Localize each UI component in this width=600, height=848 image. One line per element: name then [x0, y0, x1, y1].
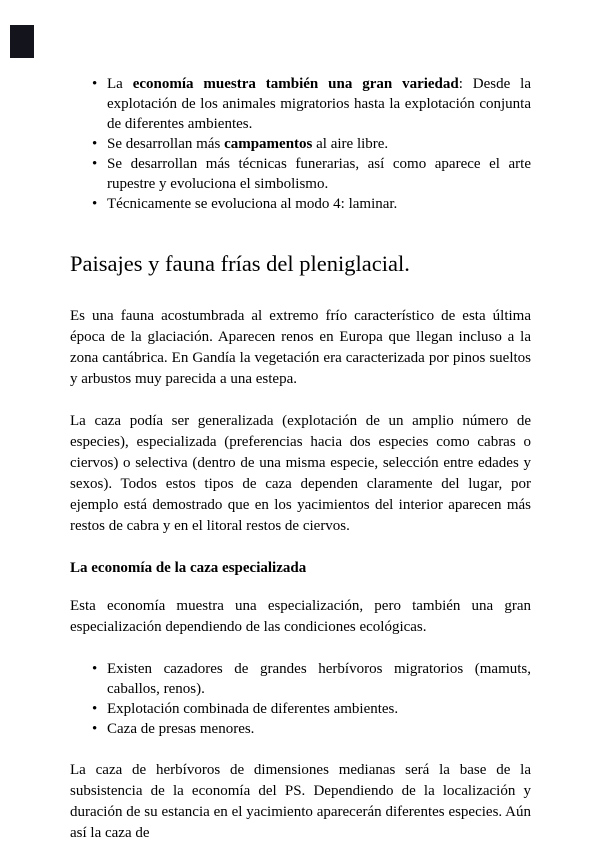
list-item-bold-text: campamentos [224, 136, 313, 152]
section-subheading: La economía de la caza especializada [70, 560, 307, 576]
list-item [70, 659, 531, 699]
list-item-text: Técnicamente se evoluciona al modo 4: laminar. [107, 196, 398, 212]
page-title: Paisajes y fauna frías del pleniglacial. [70, 251, 410, 276]
paragraph-fauna: Es una fauna acostumbrada al extremo frío característico de esta última época de la glaciación. Aparecen renos en Europa que llegan incluso a la zona cantábrica. En Gandía la vegetación era caracterizada por pinos sueltos y arbustos muy parecida a una estepa. [70, 308, 531, 387]
list-item-text: Se desarrollan más técnicas funerarias, así como aparece el arte rupestre y evoluciona el simbolismo. [107, 156, 531, 192]
list-item-text: Existen cazadores de grandes herbívoros migratorios (mamuts, caballos, renos). [107, 661, 531, 697]
list-item [70, 154, 531, 194]
paragraph-caza-tipos: La caza podía ser generalizada (explotación de un amplio número de especies), especializada (preferencias hacia dos especies como cabras o ciervos) o selectiva (dentro de una misma especie, selección entre edades y sexos). Todos estos tipos de caza dependen claramente del lugar, por ejemplo está demostrado que en los yacimientos del interior aparecen más restos de cabra y en el litoral restos de ciervos. [70, 413, 531, 534]
list-item [70, 194, 531, 214]
list-item [70, 699, 531, 719]
list-item-text: al aire libre. [312, 136, 389, 152]
paragraph-subsistencia: La caza de herbívoros de dimensiones medianas será la base de la subsistencia de la economía del PS. Dependiendo de la localización y duración de su estancia en el yacimiento aparecerán diferentes especies. Aún así la caza de [70, 762, 531, 841]
list-item-bold-text: economía muestra también una gran variedad [132, 76, 459, 92]
list-item-text: Se desarrollan más [107, 136, 225, 152]
paragraph-economia: Esta economía muestra una especialización, pero también una gran especialización dependiendo de las condiciones ecológicas. [70, 598, 531, 635]
list-item [70, 74, 531, 134]
top-bullet-list [70, 74, 531, 214]
list-item-text: Explotación combinada de diferentes ambientes. [107, 701, 399, 717]
list-item [70, 719, 531, 739]
mid-bullet-list [70, 659, 531, 739]
list-item [70, 134, 531, 154]
corner-watermark [10, 25, 34, 58]
list-item-text: La [107, 76, 133, 92]
list-item-text: : Desde la explotación de los animales migratorios hasta la explotación conjunta de diferentes ambientes. [107, 76, 531, 132]
list-item-text: Caza de presas menores. [107, 721, 255, 737]
document-content [70, 74, 531, 844]
